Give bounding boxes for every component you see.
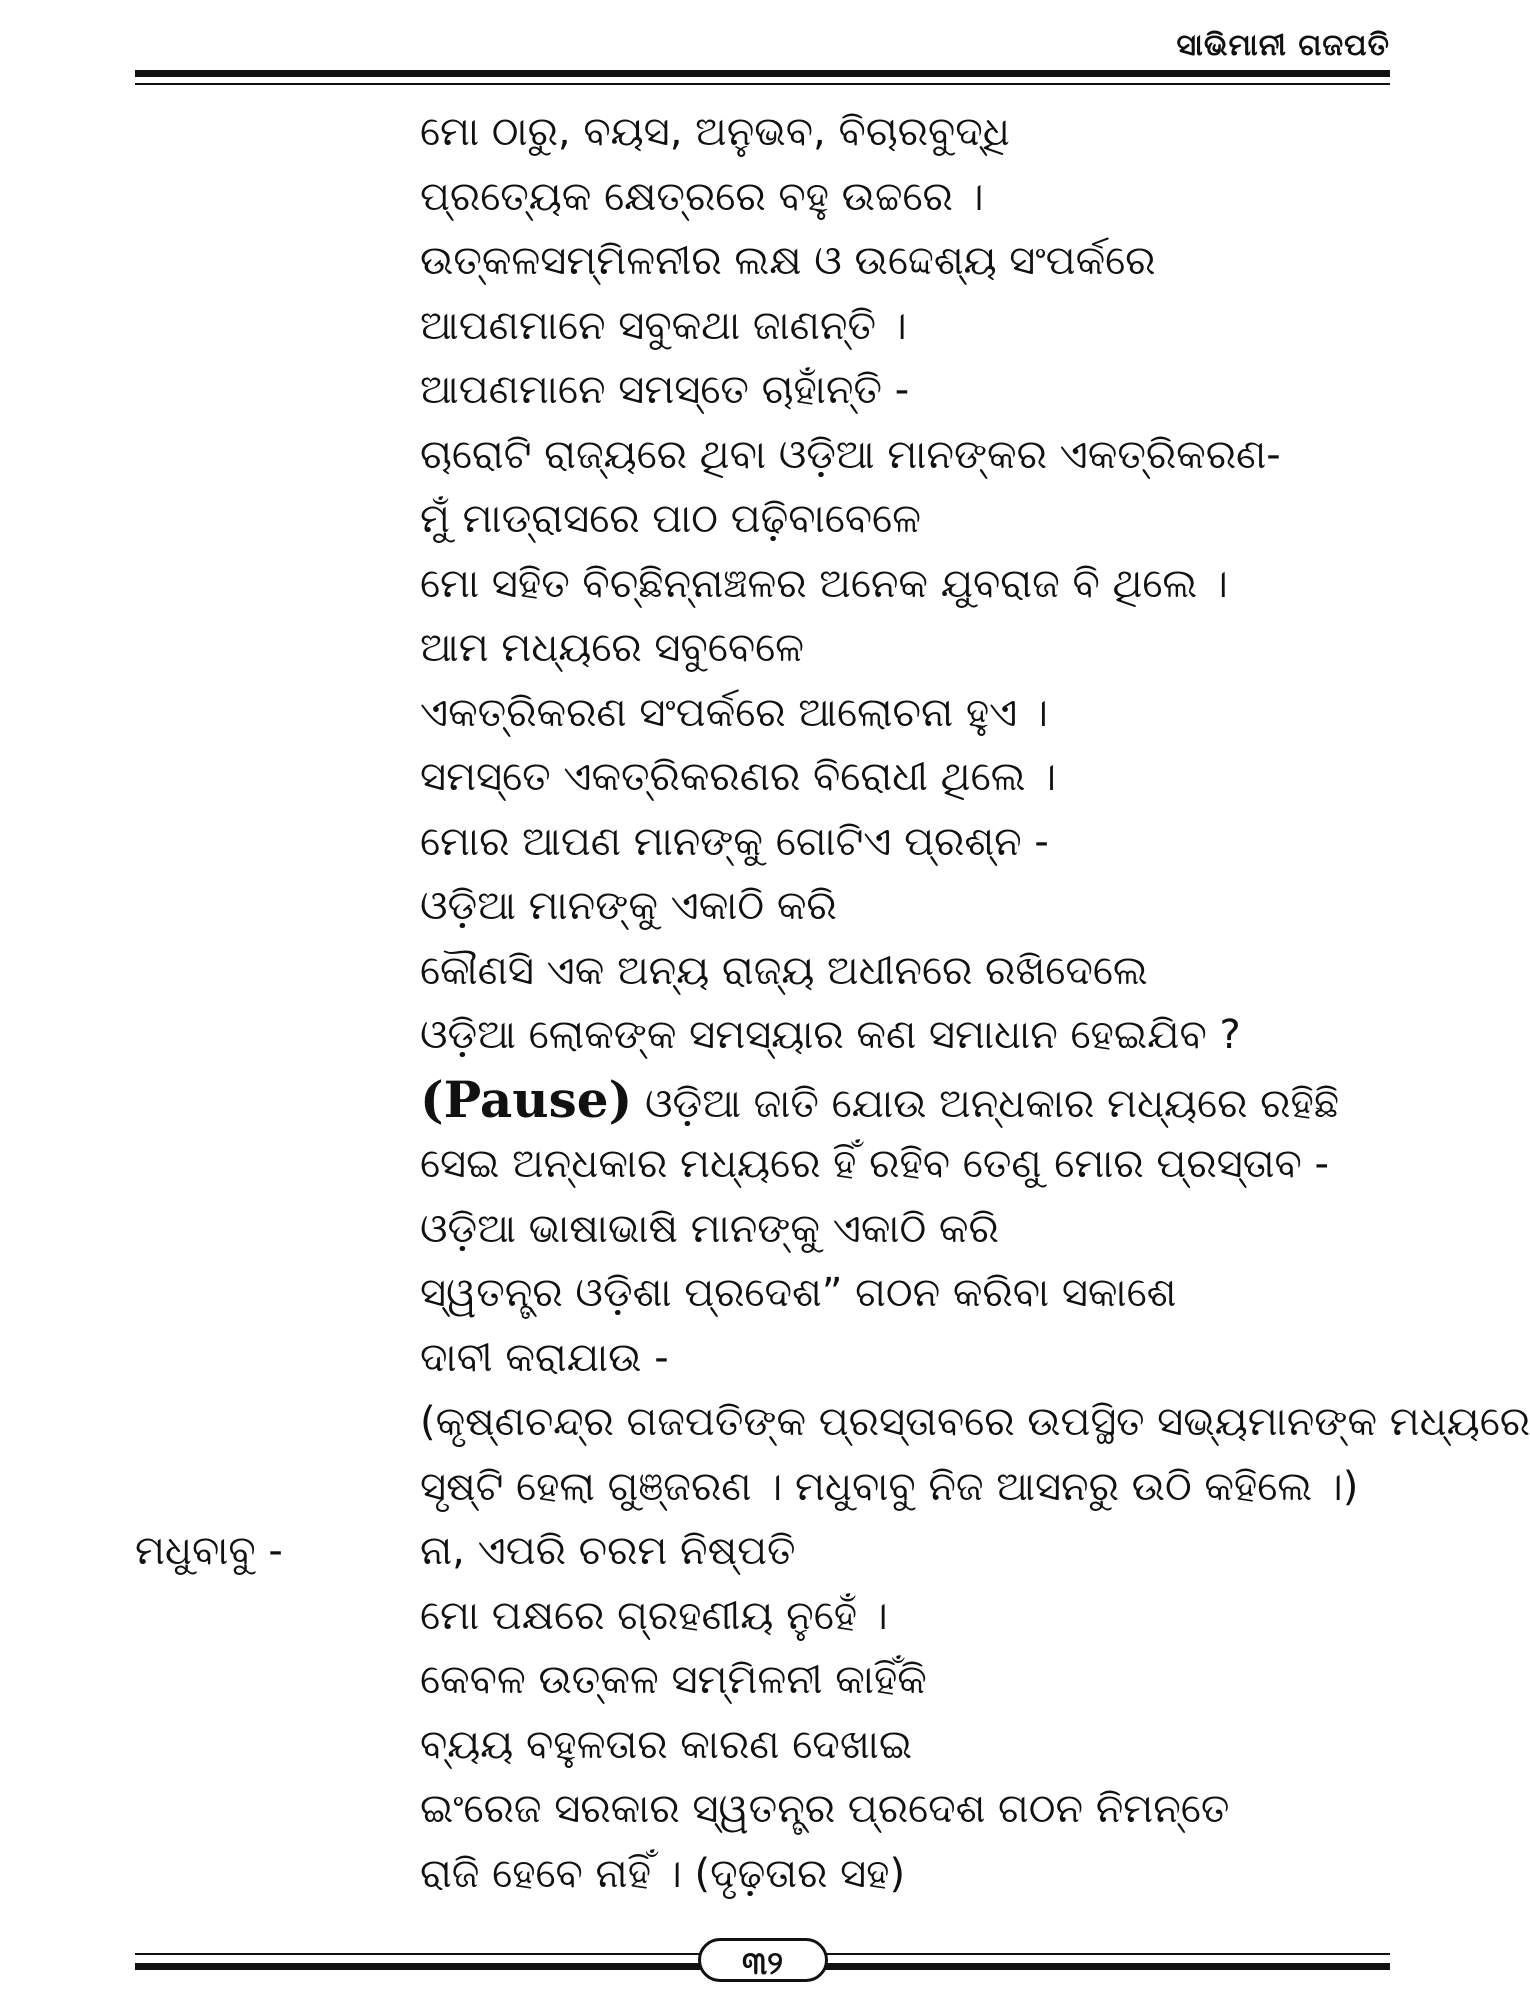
text-line: ବ୍ୟୟ ବହୁଳତାର କାରଣ ଦେଖାଇ [420, 1721, 913, 1768]
text-line: ମୋ ଠାରୁ, ବୟସ, ଅନୁଭବ, ବିଚାରବୁଦ୍ଧି [420, 109, 1010, 155]
text-line: ଆପଣମାନେ ସମସ୍ତେ ଚାହାଁନ୍ତି - [420, 367, 910, 413]
text-line: ଓଡ଼ିଆ ଲୋକଙ୍କ ସମସ୍ୟାର କଣ ସମାଧାନ ହେଇଯିବ ? [420, 1012, 1241, 1058]
text-line: ଦାବୀ କରାଯାଉ - [420, 1334, 669, 1381]
page-number: ୩୨ [698, 1938, 828, 1982]
text-line: ଇଂରେଜ ସରକାର ସ୍ୱତନ୍ତ୍ର ପ୍ରଦେଶ ଗଠନ ନିମନ୍ତେ [420, 1786, 1230, 1832]
verse-body [420, 100, 1530, 1906]
text-line: ନା, ଏପରି ଚରମ ନିଷ୍ପତି [420, 1528, 796, 1574]
header-rule [135, 70, 1390, 77]
header-rule-thin [135, 83, 1390, 85]
text-line: କେବଳ ଉତ୍କଳ ସମ୍ମିଳନୀ କାହିଁକି [420, 1657, 927, 1703]
running-header: ସାଭିମାନୀ ଗଜପତି [1176, 28, 1390, 63]
speaker-label: ମଧୁବାବୁ - [135, 1528, 283, 1574]
text-line: ମୁଁ ମାଡ୍ରାସରେ ପାଠ ପଢ଼ିବାବେଳେ [420, 496, 921, 542]
text-line: ରାଜି ହେବେ ନାହିଁ । (ଦୃଢ଼ତାର ସହ) [420, 1850, 906, 1897]
text-line: ଆପଣମାନେ ସବୁକଥା ଜାଣନ୍ତି । [420, 302, 907, 349]
text-line: ଓଡ଼ିଆ ମାନଙ୍କୁ ଏକାଠି କରି [420, 883, 837, 929]
text-line: ଉତ୍କଳସମ୍ମିଳନୀର ଲକ୍ଷ ଓ ଉଦ୍ଦେଶ୍ୟ ସଂପର୍କରେ [420, 238, 1156, 284]
text-line: ଓଡ଼ିଆ ଭାଷାଭାଷି ମାନଙ୍କୁ ଏକାଠି କରି [420, 1205, 999, 1252]
text-line: କୌଣସି ଏକ ଅନ୍ୟ ରାଜ୍ୟ ଅଧୀନରେ ରଖିଦେଲେ [420, 947, 1148, 994]
text-line: ମୋ ସହିତ ବିଚ୍ଛିନ୍ନାଞ୍ଚଳର ଅନେକ ଯୁବରାଜ ବି ଥିଲେ । [420, 560, 1228, 607]
text-line: ସେଇ ଅନ୍ଧକାର ମଧ୍ୟରେ ହିଁ ରହିବ ତେଣୁ ମୋର ପ୍ରସ୍ତାବ - [420, 1141, 1329, 1187]
text-line: (କୃଷ୍ଣଚନ୍ଦ୍ର ଗଜପତିଙ୍କ ପ୍ରସ୍ତାବରେ ଉପସ୍ଥିତ ସଭ୍ୟମାନଙ୍କ ମଧ୍ୟରେ [420, 1399, 1530, 1445]
text-line: ପ୍ରତ୍ୟେକ କ୍ଷେତ୍ରରେ ବହୁ ଉଚ୍ଚରେ । [420, 173, 984, 220]
text-line-with-cue [420, 1068, 1410, 1133]
text-line: ମୋର ଆପଣ ମାନଙ୍କୁ ଗୋଟିଏ ପ୍ରଶ୍ନ - [420, 818, 1049, 865]
stage-cue: (Pause) [420, 1069, 633, 1129]
text-line: ମୋ ପକ୍ଷରେ ଗ୍ରହଣୀୟ ନୁହେଁ । [420, 1592, 888, 1639]
page-footer [135, 1938, 1390, 1984]
text-line: ସ୍ୱତନ୍ତ୍ର ଓଡ଼ିଶା ପ୍ରଦେଶ” ଗଠନ କରିବା ସକାଶେ [420, 1270, 1177, 1316]
text-line: ସୃଷ୍ଟି ହେଲା ଗୁଞ୍ଜରଣ । ମଧୁବାବୁ ନିଜ ଆସନରୁ ଉଠି କହିଲେ ।) [420, 1463, 1359, 1510]
text-line: ଏକତ୍ରିକରଣ ସଂପର୍କରେ ଆଲୋଚନା ହୁଏ । [420, 689, 1049, 736]
text-line: ଚାରୋଟି ରାଜ୍ୟରେ ଥିବା ଓଡ଼ିଆ ମାନଙ୍କର ଏକତ୍ରିକରଣ- [420, 431, 1281, 478]
text-line-rest: ଓଡ଼ିଆ ଜାତି ଯୋଉ ଅନ୍ଧକାର ମଧ୍ୟରେ ରହିଛି [632, 1080, 1340, 1127]
text-line: ଆମ ମଧ୍ୟରେ ସବୁବେଳେ [420, 625, 805, 671]
text-line: ସମସ୍ତେ ଏକତ୍ରିକରଣର ବିରୋଧୀ ଥିଲେ । [420, 754, 1057, 800]
